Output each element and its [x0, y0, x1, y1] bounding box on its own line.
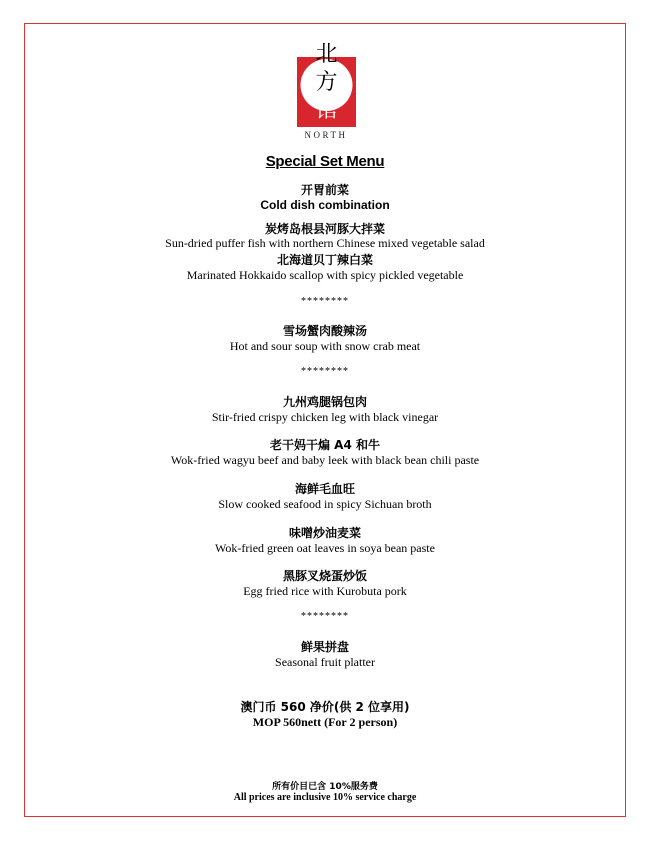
separator: ********	[301, 611, 349, 622]
separator: ********	[301, 366, 349, 377]
logo-brand-text: NORTH	[304, 130, 348, 140]
menu-title: Special Set Menu	[265, 153, 385, 170]
dish-name-en: Wok-fried green oat leaves in soya bean paste	[215, 541, 435, 555]
separator: ********	[301, 296, 349, 307]
dish-name-en: Seasonal fruit platter	[275, 655, 375, 669]
dish-name-zh: 九州鸡腿锅包肉	[282, 395, 367, 409]
service-charge-zh: 所有价目已含 10%服务费	[272, 782, 378, 792]
price-zh: 澳门币 560 净价(供 2 位享用)	[240, 700, 410, 714]
logo-char-3: 馆	[315, 98, 338, 123]
restaurant-logo	[295, 41, 358, 127]
dish-name-zh: 海鲜毛血旺	[294, 482, 355, 496]
dish-name-zh: 味噌炒油麦菜	[288, 526, 361, 540]
dish-name-en: Wok-fried wagyu beef and baby leek with black bean chili paste	[170, 453, 480, 467]
dish-name-zh: 雪场蟹肉酸辣汤	[282, 324, 367, 338]
dish-name-en: Slow cooked seafood in spicy Sichuan broth	[218, 497, 432, 511]
dish-name-zh: 黑豚叉烧蛋炒饭	[282, 569, 367, 583]
dish-name-en: Cold dish combination	[260, 198, 390, 212]
service-charge-en: All prices are inclusive 10% service charge	[233, 792, 417, 803]
dish-name-zh: 老干妈干煸 A4 和牛	[270, 438, 380, 452]
dish-name-zh: 炭烤岛根县河豚大拌菜	[264, 222, 385, 236]
dish-name-en: Egg fried rice with Kurobuta pork	[243, 584, 407, 598]
dish-name-zh: 开胃前菜	[300, 183, 349, 197]
price-en: MOP 560nett (For 2 person)	[252, 715, 398, 729]
logo-char-1: 北	[315, 42, 338, 67]
logo-char-2: 方	[315, 70, 338, 95]
dish-name-en: Hot and sour soup with snow crab meat	[229, 339, 421, 353]
dish-name-en: Marinated Hokkaido scallop with spicy pickled vegetable	[186, 268, 464, 282]
dish-name-en: Sun-dried puffer fish with northern Chinese mixed vegetable salad	[165, 236, 485, 250]
dish-name-en: Stir-fried crispy chicken leg with black vinegar	[211, 410, 439, 424]
dish-name-zh: 北海道贝丁辣白菜	[276, 253, 373, 267]
dish-name-zh: 鲜果拼盘	[300, 640, 349, 654]
